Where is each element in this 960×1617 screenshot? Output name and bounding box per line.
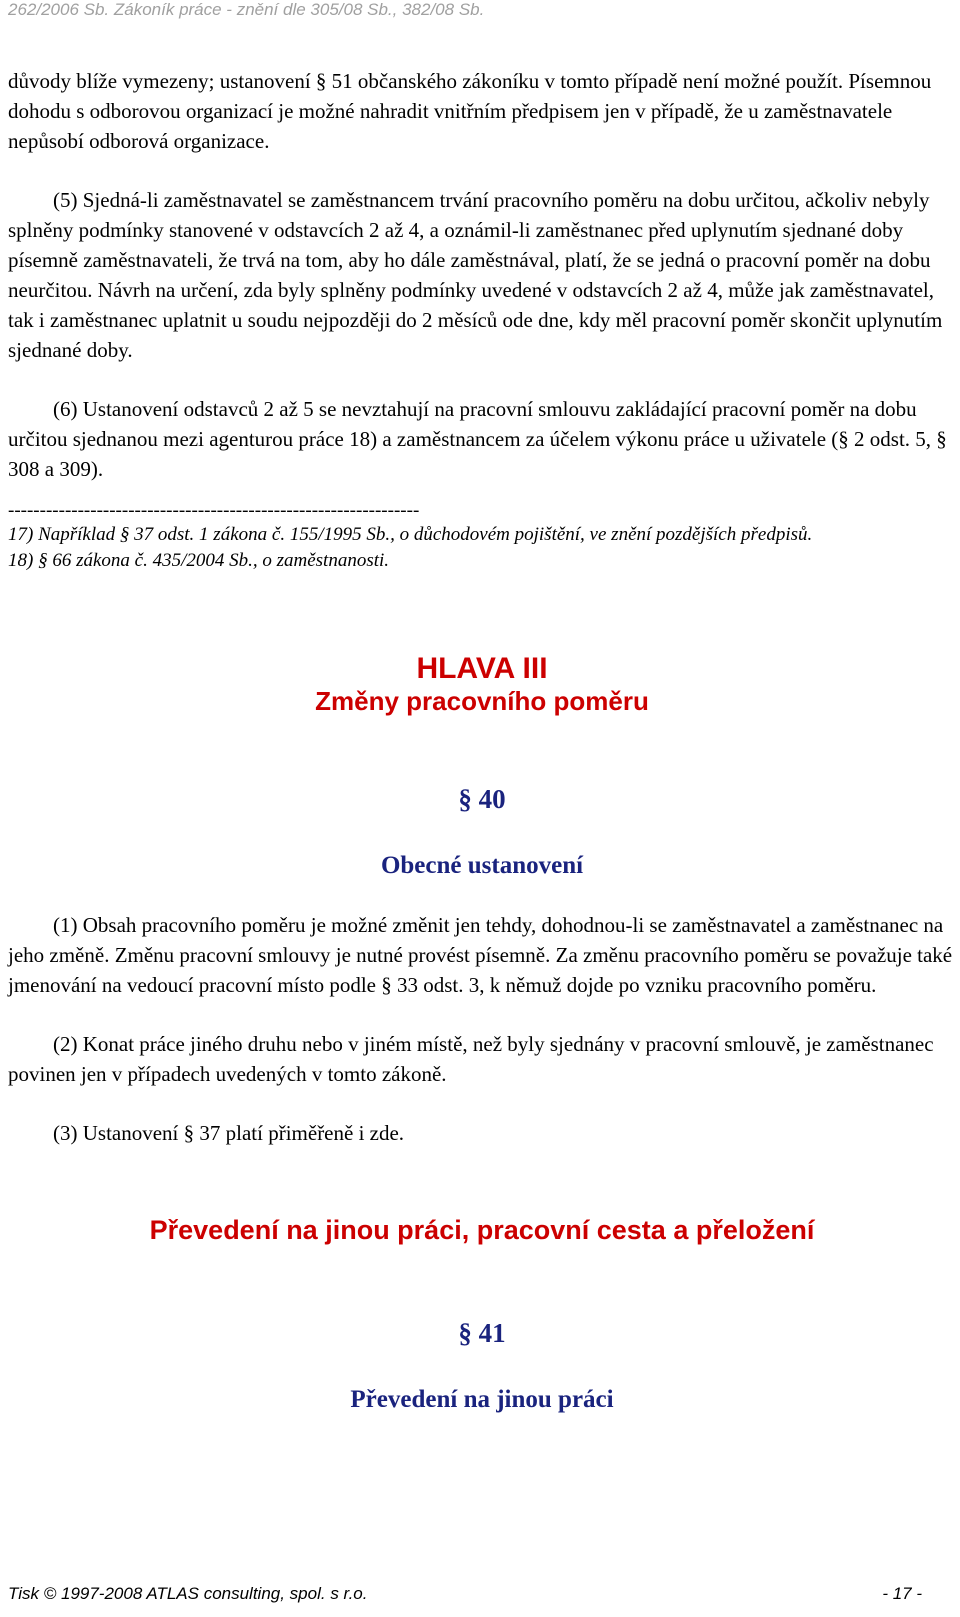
footnote-18: 18) § 66 zákona č. 435/2004 Sb., o zaměstnanosti. <box>8 550 390 571</box>
section-41-title: Převedení na jinou práci <box>350 1386 614 1413</box>
paragraph-continued: důvody blíže vymezeny; ustanovení § 51 občanského zákoníku v tomto případě není možné použít. Písemnou dohodu s odborovou organizací je možné nahradit vnitřním předpisem jen v případě, že u zaměstnavatele nepůsobí odborová organizace. <box>8 69 932 153</box>
section-41-mark: § 41 <box>458 1318 506 1348</box>
section-40-paragraph-3: (3) Ustanovení § 37 platí přiměřeně i zde. <box>53 1121 405 1145</box>
part-heading: Převedení na jinou práci, pracovní cesta a přeložení <box>149 1215 815 1245</box>
section-40-title: Obecné ustanovení <box>380 852 584 879</box>
footnote-17: 17) Například § 37 odst. 1 zákona č. 155/1995 Sb., o důchodovém pojištění, ve znění pozdějších předpisů. <box>8 524 813 545</box>
section-40-paragraph-1: (1) Obsah pracovního poměru je možné změnit jen tehdy, dohodnou-li se zaměstnavatel a zaměstnanec na jeho změně. Změnu pracovní smlouvy je nutné provést písemně. Za změnu pracovního poměru se považuje také jmenování na vedoucí pracovní místo podle § 33 odst. 3, k němuž dojde po vzniku pracovního poměru. <box>8 913 953 997</box>
paragraph-5: (5) Sjedná-li zaměstnavatel se zaměstnancem trvání pracovního poměru na dobu určitou, ačkoliv nebyly splněny podmínky stanovené v odstavcích 2 až 4, a oznámil-li zaměstnanec před uplynutím sjednané doby písemně zaměstnavateli, že trvá na tom, aby ho dále zaměstnával, platí, že se jedná o pracovní poměr na dobu neurčitou. Návrh na určení, zda byly splněny podmínky uvedené v odstavcích 2 až 4, může jak zaměstnavatel, tak i zaměstnanec uplatnit u soudu nejpozději do 2 měsíců ode dne, kdy měl pracovní poměr skončit uplynutím sjednané doby. <box>8 188 943 362</box>
section-40-mark: § 40 <box>458 784 506 814</box>
running-footer <box>8 1584 922 1604</box>
document-body <box>8 66 956 1415</box>
chapter-number: HLAVA III <box>416 652 548 685</box>
paragraph-6: (6) Ustanovení odstavců 2 až 5 se nevztahují na pracovní smlouvu zakládající pracovní poměr na dobu určitou sjednanou mezi agenturou práce 18) a zaměstnancem za účelem výkonu práce u uživatele (§ 2 odst. 5, § 308 a 309). <box>8 397 947 481</box>
footnote-separator: ----------------------------------------------------------------- <box>8 500 420 521</box>
footer-copyright: Tisk © 1997-2008 ATLAS consulting, spol. s r.o. <box>8 1584 368 1603</box>
footer-page-number: - 17 - <box>882 1584 922 1603</box>
section-40-paragraph-2: (2) Konat práce jiného druhu nebo v jiném místě, než byly sjednány v pracovní smlouvě, je zaměstnanec povinen jen v případech uvedených v tomto zákoně. <box>8 1032 934 1086</box>
running-header: 262/2006 Sb. Zákoník práce - znění dle 305/08 Sb., 382/08 Sb. <box>8 0 485 19</box>
chapter-title: Změny pracovního poměru <box>315 686 649 716</box>
